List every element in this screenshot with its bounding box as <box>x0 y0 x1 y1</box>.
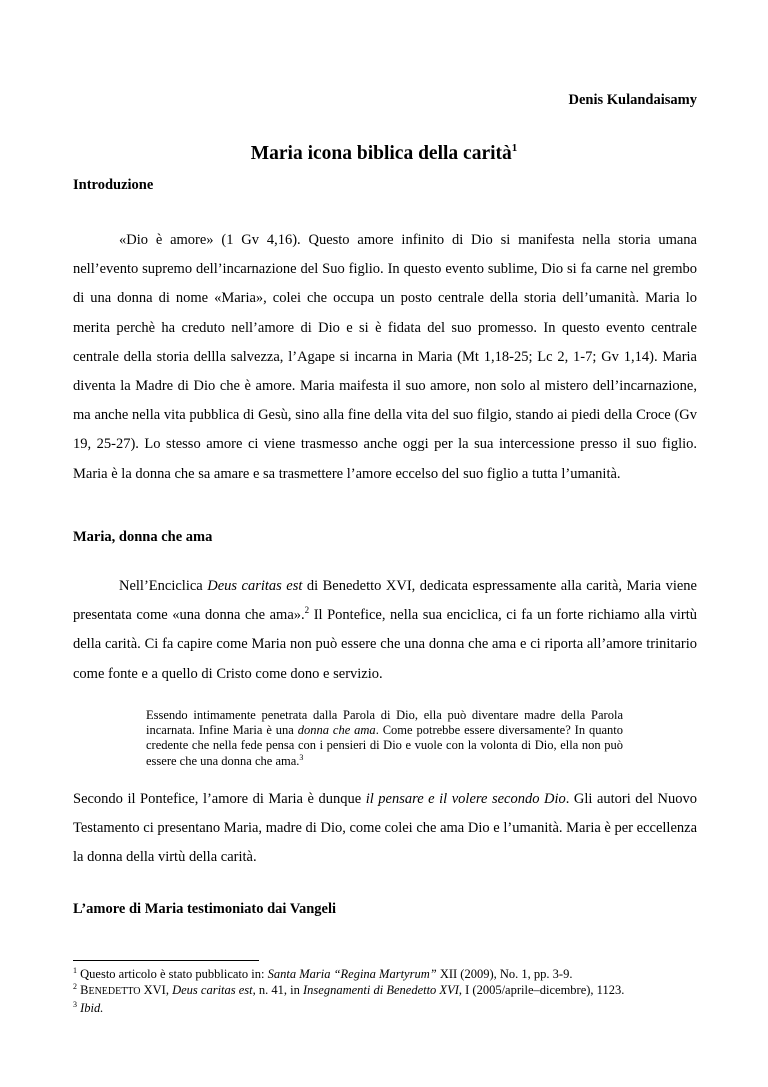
footnotes <box>73 966 713 1016</box>
quote-emphasis: donna che ama <box>297 723 376 738</box>
footnote-2 <box>73 982 713 1000</box>
footnote-1-text-a: Questo articolo è stato pubblicato in: <box>77 967 268 981</box>
donna-p1-text-b: di Benedetto XVI, dedicata espressamente alla carità, Maria viene presentata come «una donna che ama». <box>73 578 697 624</box>
author-name: Denis Kulandaisamy <box>568 92 697 108</box>
footnote-1 <box>73 966 713 982</box>
quote-text-a: Essendo intimamente penetrata dalla Parola di Dio, ella può diventare madre della Parola incarnata. Infine Maria è una <box>146 708 623 738</box>
footnote-2-author-rest: ENEDETTO <box>88 986 141 997</box>
footnote-1-number: 1 <box>73 966 77 975</box>
footnote-2-series: Insegnamenti di Benedetto XVI <box>303 983 459 997</box>
donna-paragraph-1 <box>73 572 697 689</box>
footnote-2-text-a: XVI, <box>140 983 173 997</box>
footnote-ref-3[interactable]: 3 <box>299 752 304 762</box>
footnote-1-text-b: XII (2009), No. 1, pp. 3-9. <box>436 967 573 981</box>
footnote-separator <box>73 960 259 961</box>
donna-p1-text-a: Nell’Enciclica <box>119 578 208 594</box>
intro-paragraph <box>73 226 697 489</box>
footnote-2-text-c: , I (2005/aprile–dicembre), 1123. <box>458 983 625 997</box>
heading-maria-donna: Maria, donna che ama <box>73 529 213 545</box>
donna-p2-text-b: . Gli autori del Nuovo Testamento ci presentano Maria, madre di Dio, come colei che ama Dio e l’umanità. Maria è per eccellenza la donna della virtù della carità. <box>73 791 697 866</box>
footnote-2-text-b: n. 41, in <box>255 983 304 997</box>
footnote-3 <box>73 1000 713 1016</box>
heading-introduzione: Introduzione <box>73 177 154 193</box>
footnote-2-number: 2 <box>73 982 77 991</box>
footnote-ref-2[interactable]: 2 <box>304 605 310 616</box>
footnote-1-journal: Santa Maria “Regina Martyrum” <box>267 967 437 981</box>
donna-paragraph-2 <box>73 785 697 873</box>
title-text: Maria icona biblica della carità <box>250 143 512 164</box>
encyclical-title: Deus caritas est <box>207 578 303 594</box>
footnote-2-author-initial: B <box>80 983 89 997</box>
title-footnote-ref[interactable]: 1 <box>511 142 518 154</box>
footnote-3-ibid: Ibid. <box>80 1001 104 1015</box>
donna-p1-text-c: Il Pontefice, nella sua enciclica, ci fa un forte richiamo alla virtù della carità. Ci fa capire come Maria non può essere che una donna che ama e ci riporta all’amore trinitario come fonte e a quello di Cristo come dono e servizio. <box>73 607 697 682</box>
footnote-3-number: 3 <box>73 1000 77 1009</box>
intro-text: «Dio è amore» (1 Gv 4,16). Questo amore infinito di Dio si manifesta nella storia umana nell’evento supremo dell’incarnazione del Suo figlio. In questo evento sublime, Dio si fa carne nel grembo di una donna di nome «Maria», colei che occupa un posto centrale della storia dell’umanità. Maria lo merita perchè ha creduto nell’amore di Dio e si è fidata del suo promesso. In questo evento centrale centrale della storia dellla salvezza, l’Agape si incarna in Maria (Mt 1,18-25; Lc 2, 1-7; Gv 1,14). Maria diventa la Madre di Dio che è amore. Maria maifesta il suo amore, non solo al mistero dell’incarnazione, ma anche nella vita pubblica di Gesù, sino alla fine della vita del suo filgio, stando ai piedi della Croce (Gv 19, 25-27). Lo stesso amore ci viene trasmesso anche oggi per la sua intercessione presso il suo figlio. Maria è la donna che sa amare e sa trasmettere l’amore eccelso del suo figlio a tutta l’umanità. <box>73 232 697 482</box>
document-title <box>0 142 768 165</box>
block-quote <box>146 708 623 769</box>
quote-text-b: . Come potrebbe essere diversamente? In quanto credente che nella fede pensa con i pensieri di Dio e vuole con la volonta di Dio, ella non può essere che una donna che ama. <box>146 723 623 768</box>
footnote-2-title: Deus caritas est, <box>172 983 256 997</box>
heading-vangeli: L’amore di Maria testimoniato dai Vangeli <box>73 901 337 917</box>
donna-p2-emphasis: il pensare e il volere secondo Dio <box>365 791 566 807</box>
donna-p2-text-a: Secondo il Pontefice, l’amore di Maria è dunque <box>73 791 366 807</box>
